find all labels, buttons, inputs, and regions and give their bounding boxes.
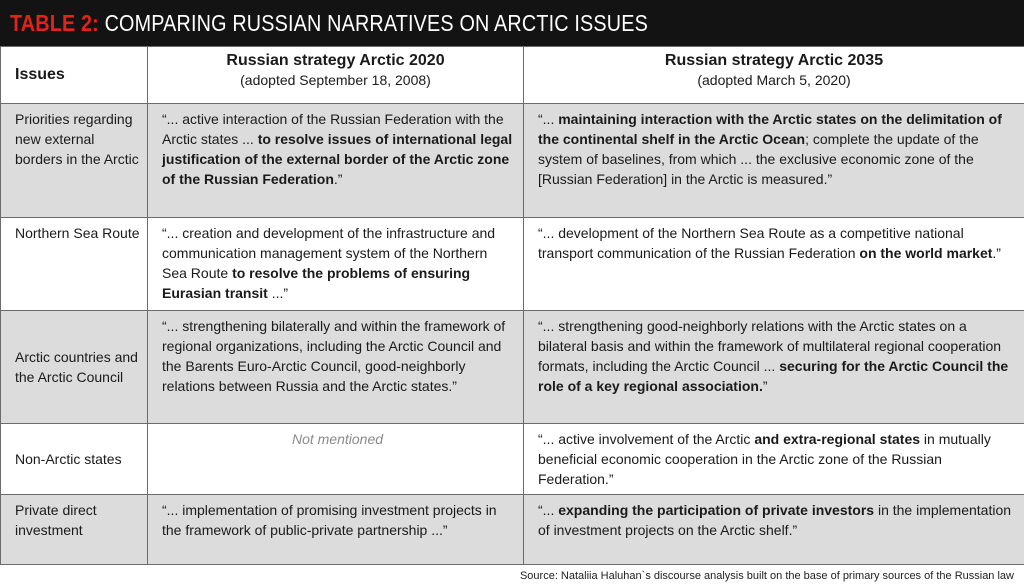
table-row bbox=[1, 495, 1024, 565]
quote-segment: .” bbox=[992, 245, 1001, 261]
table-number-label: TABLE 2: bbox=[10, 9, 99, 36]
quote-segment: ; complete the update of the system of baselines, from which ... the exclusive economic zone of the [Russian Federation] in the Arctic is measured.” bbox=[538, 131, 979, 187]
quote-bold-segment: maintaining interaction with the Arctic states on the delimitation of the continental shelf in the Arctic Ocean bbox=[538, 111, 1002, 147]
quote-segment: .” bbox=[333, 171, 343, 187]
quote-bold-segment: to resolve issues of international legal justification of the external border of the Arctic zone of the Russian Federation bbox=[162, 131, 513, 187]
table-row bbox=[1, 311, 1024, 424]
quote-segment: “... implementation of promising investment projects in the framework of public-private partnership ...” bbox=[162, 502, 497, 538]
table-title-text: COMPARING RUSSIAN NARRATIVES ON ARCTIC ISSUES bbox=[104, 9, 648, 36]
quote-bold-segment: securing for the Arctic Council the role of a key regional association. bbox=[538, 358, 1009, 394]
quote-text bbox=[538, 225, 1001, 261]
quote-segment: “... development of the Northern Sea Route as a competitive national transport communication of the Russian Federation bbox=[538, 225, 964, 261]
quote-bold-segment: and extra-regional states bbox=[754, 431, 921, 447]
quote-text bbox=[162, 111, 512, 187]
quote-segment: “... active interaction of the Russian Federation with the Arctic states ... bbox=[162, 111, 504, 147]
quote-segment: “... strengthening bilaterally and within the framework of regional organizations, including the Arctic Council and the Barents Euro-Arctic Council, good-neighborly relations between Russia and the Arctic states.” bbox=[162, 318, 506, 394]
table-title bbox=[10, 10, 648, 37]
source-note: Source: Nataliia Haluhan`s discourse analysis built on the base of primary sources of the Russian law bbox=[519, 570, 1014, 582]
quote-bold-segment: expanding the participation of private investors bbox=[558, 502, 875, 518]
table-row bbox=[1, 218, 1024, 311]
quote-segment: “... active involvement of the Arctic bbox=[538, 431, 755, 447]
quote-segment: “... bbox=[538, 111, 559, 127]
arctic-2020-cell bbox=[148, 218, 524, 311]
arctic-2020-cell bbox=[148, 495, 524, 565]
arctic-2020-cell bbox=[148, 424, 524, 495]
header-2035-subtitle: (adopted March 5, 2020) bbox=[697, 72, 851, 88]
arctic-2035-cell bbox=[524, 311, 1024, 424]
quote-segment: ” bbox=[762, 378, 768, 394]
table-row bbox=[1, 104, 1024, 218]
quote-segment: in the implementation of investment projects on the Arctic shelf.” bbox=[538, 502, 1012, 538]
header-row bbox=[1, 47, 1024, 104]
arctic-2035-cell bbox=[524, 424, 1024, 495]
quote-text bbox=[162, 502, 497, 538]
arctic-2020-cell bbox=[148, 311, 524, 424]
arctic-2020-cell bbox=[148, 104, 524, 218]
issue-cell: Private direct investment bbox=[1, 495, 148, 565]
quote-bold-segment: on the world market bbox=[859, 245, 993, 261]
arctic-2035-cell bbox=[524, 495, 1024, 565]
quote-bold-segment: to resolve the problems of ensuring Eurasian transit bbox=[162, 265, 471, 301]
issue-cell: Northern Sea Route bbox=[1, 218, 148, 311]
header-arctic-2020 bbox=[148, 47, 524, 104]
issue-cell: Non-Arctic states bbox=[1, 424, 148, 495]
comparison-table bbox=[0, 46, 1024, 565]
arctic-2035-cell bbox=[524, 104, 1024, 218]
issue-cell: Priorities regarding new external borders in the Arctic bbox=[1, 104, 148, 218]
quote-segment: ...” bbox=[267, 285, 289, 301]
quote-text bbox=[538, 111, 1002, 187]
quote-segment: “... strengthening good-neighborly relations with the Arctic states on a bilateral basis and within the framework of multilateral regional cooperation formats, including the Arctic Council ... bbox=[538, 318, 1002, 374]
header-2020-subtitle: (adopted September 18, 2008) bbox=[240, 72, 431, 88]
header-2035-title: Russian strategy Arctic 2035 bbox=[664, 52, 884, 69]
table-title-bar bbox=[0, 0, 1024, 46]
quote-segment: in mutually beneficial economic cooperation in the Arctic zone of the Russian Federation.” bbox=[538, 431, 991, 487]
quote-text bbox=[538, 318, 1008, 394]
header-2020-title: Russian strategy Arctic 2020 bbox=[226, 52, 445, 69]
table-row bbox=[1, 424, 1024, 495]
quote-text bbox=[538, 431, 991, 487]
header-arctic-2035 bbox=[524, 47, 1024, 104]
not-mentioned-text: Not mentioned bbox=[291, 431, 384, 447]
quote-text bbox=[538, 502, 1011, 538]
quote-segment: “... creation and development of the infrastructure and communication management system of the Northern Sea Route bbox=[162, 225, 496, 281]
quote-segment: “... bbox=[538, 502, 559, 518]
header-issues: Issues bbox=[1, 47, 148, 104]
issue-cell: Arctic countries and the Arctic Council bbox=[1, 311, 148, 424]
quote-text bbox=[162, 318, 505, 394]
quote-text bbox=[162, 225, 495, 301]
arctic-2035-cell bbox=[524, 218, 1024, 311]
